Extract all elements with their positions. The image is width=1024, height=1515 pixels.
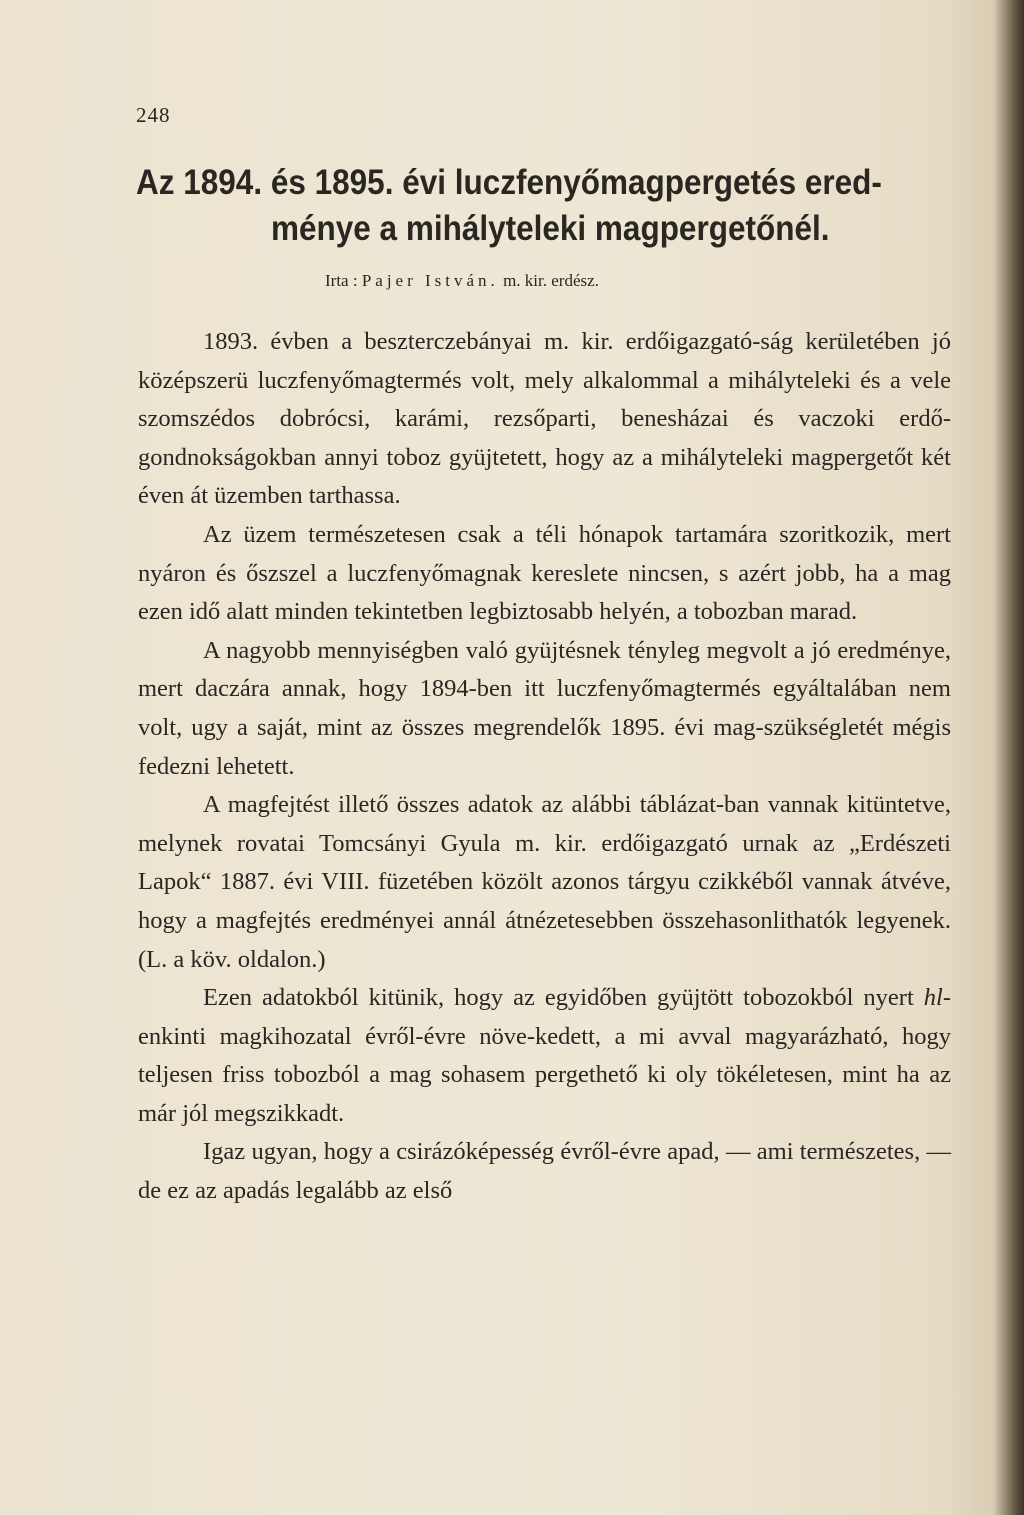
paragraph-2: Az üzem természetesen csak a téli hónapok tartamára szoritkozik, mert nyáron és őszszel a luczfenyőmagnak kereslete nincsen, s azért jobb, ha a mag ezen idő alatt minden tekintetben legbiztosabb helyén, a tobozban marad. [138, 520, 951, 626]
byline [325, 271, 599, 291]
author-name: Pajer István. [361, 271, 499, 290]
article-title-line-1: Az 1894. és 1895. évi luczfenyőmagpergetés ered- [136, 163, 882, 202]
hectoliter-unit: hl [923, 984, 943, 1012]
paragraph-1: 1893. évben a beszterczebányai m. kir. erdőigazgató-ság kerületében jó középszerü luczfenyőmagtermés volt, mely alkalommal a mihályteleki és a vele szomszédos dobrócsi, karámi, rezsőparti, benesházai és vaczoki erdő-gondnokságokban annyi toboz gyüjtetett, hogy az a mihályteleki magpergetőt két éven át üzemben tarthassa. [138, 328, 951, 510]
paragraph-6: Igaz ugyan, hogy a csirázóképesség évről-évre apad, — ami természetes, — de ez az apadás legalább az első [138, 1138, 951, 1205]
author-title: m. kir. erdész. [503, 271, 599, 290]
paragraph-3: A nagyobb mennyiségben való gyüjtésnek tényleg megvolt a jó eredménye, mert daczára annak, hogy 1894-ben itt luczfenyőmagtermés egyáltalában nem volt, ugy a saját, mint az összes megrendelők 1895. évi mag-szükségletét mégis fedezni lehetett. [138, 636, 951, 780]
paragraph-5 [138, 979, 951, 1133]
article-body [138, 323, 951, 1211]
article-title [136, 160, 955, 252]
page-number: 248 [136, 103, 171, 127]
byline-prefix: Irta : [325, 271, 358, 290]
paragraph-5-end: -enkinti magkihozatal évről-évre növe-kedett, a mi avval magyarázható, hogy teljesen friss tobozból a mag sohasem pergethető ki oly tökéletesen, mint ha az már jól megszikkadt. [138, 984, 951, 1127]
paragraph-5-start: Ezen adatokból kitünik, hogy az egyidőben gyüjtött tobozokból nyert [203, 984, 924, 1012]
paragraph-4: A magfejtést illető összes adatok az alábbi táblázat-ban vannak kitüntetve, melynek rovatai Tomcsányi Gyula m. kir. erdőigazgató urnak az „Erdészeti Lapok“ 1887. évi VIII. füzetében közölt azonos tárgyu czikkéből vannak átvéve, hogy a magfejtés eredményei annál átnézetesebben összehasonlithatók legyenek. (L. a köv. oldalon.) [138, 791, 951, 973]
article-title-line-2: ménye a mihályteleki magpergetőnél. [271, 209, 830, 248]
